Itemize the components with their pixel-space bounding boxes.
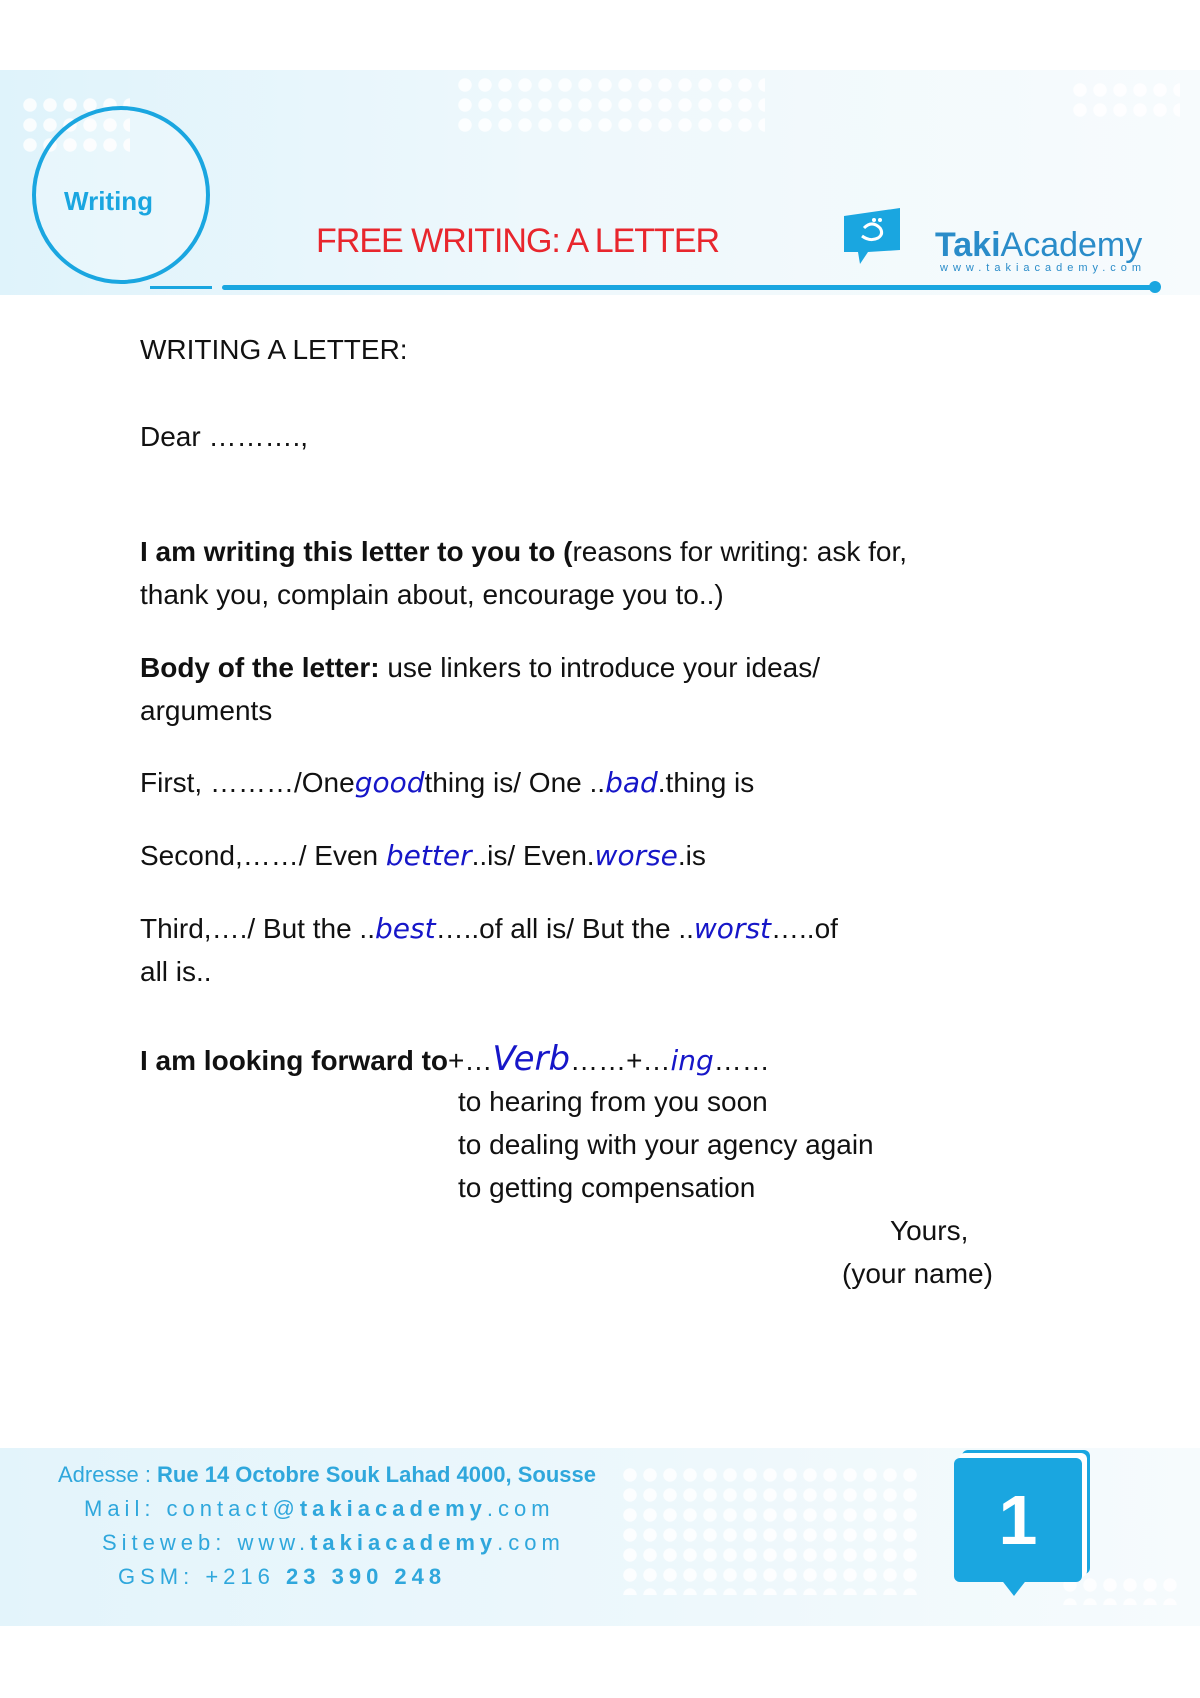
first-text-a: First, ………/One	[140, 767, 355, 798]
forward-bold: I am looking forward to	[140, 1045, 449, 1076]
header-rule-left	[150, 286, 212, 289]
forward-text-c: ……	[713, 1045, 770, 1076]
third-text-a: Third,…./ But the ..	[140, 913, 375, 944]
footer-mail: Mail: contact@takiacademy.com	[84, 1496, 555, 1521]
example-line: to getting compensation	[458, 1172, 756, 1203]
handwritten-good: good	[354, 766, 425, 799]
second-text-b: ..is/ Even.	[471, 840, 595, 871]
page-number: 1	[998, 1481, 1038, 1559]
third-line-2: all is..	[140, 956, 212, 987]
example-line: to hearing from you soon	[458, 1086, 768, 1117]
logo-url: www.takiacademy.com	[940, 262, 1147, 274]
body-bold: Body of the letter:	[140, 652, 380, 683]
forward-line	[140, 1039, 770, 1081]
third-text-c: …..of	[771, 913, 838, 944]
second-text-c: .is	[677, 840, 706, 871]
section-label: Writing	[64, 186, 154, 216]
handwritten-ing: ing	[670, 1044, 714, 1077]
closing: Yours,	[890, 1215, 969, 1246]
intro-line	[140, 532, 907, 572]
footer-site: Siteweb: www.takiacademy.com	[102, 1530, 565, 1555]
first-text-b: thing is/ One ..	[424, 767, 606, 798]
third-text-b: …..of all is/ But the ..	[435, 913, 694, 944]
intro-line-2: thank you, complain about, encourage you to..)	[140, 579, 724, 610]
footer-address: Adresse : Rue 14 Octobre Souk Lahad 4000, Sousse	[58, 1462, 596, 1487]
intro-rest: reasons for writing: ask for,	[572, 536, 908, 567]
example-line: to dealing with your agency again	[458, 1129, 874, 1160]
handwritten-bad: bad	[605, 766, 658, 799]
third-line	[140, 909, 838, 949]
logo-name: TakiAcademy	[935, 226, 1143, 264]
first-line	[140, 763, 754, 803]
header-rule-dot	[1149, 281, 1161, 293]
handwritten-better: better	[385, 839, 472, 872]
header-rule	[222, 285, 1154, 290]
body-rest: use linkers to introduce your ideas/	[379, 652, 821, 683]
first-text-c: .thing is	[657, 767, 755, 798]
footer-gsm: GSM: +216 23 390 248	[118, 1564, 447, 1589]
letter-heading: WRITING A LETTER:	[140, 334, 408, 365]
handwritten-best: best	[374, 912, 436, 945]
second-line	[140, 836, 706, 876]
forward-text-a: +…	[448, 1045, 493, 1076]
body-line	[140, 648, 820, 688]
handwritten-worst: worst	[693, 912, 772, 945]
signature: (your name)	[842, 1258, 993, 1289]
dot-pattern	[455, 75, 765, 135]
forward-text-b: ……+…	[570, 1045, 671, 1076]
handwritten-worse: worse	[594, 839, 678, 872]
second-text-a: Second,……/ Even	[140, 840, 379, 871]
dot-pattern	[1070, 80, 1180, 120]
body-line-2: arguments	[140, 695, 273, 726]
greeting-line: Dear ……….,	[140, 421, 309, 452]
dot-pattern	[620, 1465, 920, 1595]
takiacademy-logo-icon	[838, 206, 908, 268]
handwritten-verb: Verb	[492, 1039, 571, 1079]
intro-bold: I am writing this letter to you to (	[140, 536, 573, 567]
page-title: FREE WRITING: A LETTER	[316, 222, 720, 260]
